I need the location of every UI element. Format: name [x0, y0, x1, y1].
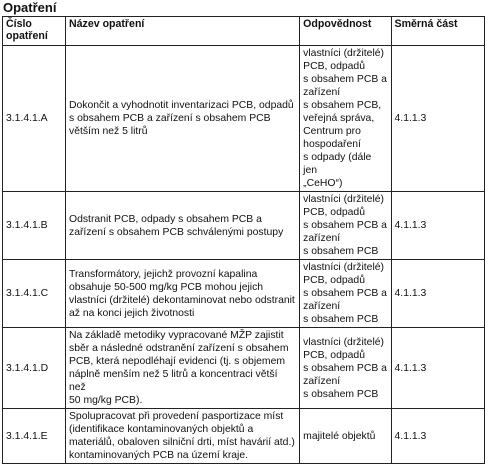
header-target-part: Směrná část: [391, 17, 484, 46]
cell-target-part: 4.1.1.3: [391, 192, 484, 260]
cell-responsibility: vlastníci (držitelé) PCB, odpadů s obsahem PCB a zařízení s obsahem PCB, veřejná správa, Centrum pro hospodaření s odpady (dále jen „CeHO“): [300, 46, 391, 192]
cell-number: 3.1.4.1.E: [3, 409, 66, 464]
cell-target-part: 4.1.1.3: [391, 260, 484, 328]
table-row: [3, 328, 485, 409]
table-row: [3, 46, 485, 192]
cell-number: 3.1.4.1.B: [3, 192, 66, 260]
table-row: [3, 260, 485, 328]
cell-target-part: 4.1.1.3: [391, 328, 484, 409]
cell-target-part: 4.1.1.3: [391, 409, 484, 464]
cell-number: 3.1.4.1.D: [3, 328, 66, 409]
page-title: Opatření: [3, 0, 57, 15]
cell-number: 3.1.4.1.A: [3, 46, 66, 192]
header-number: Číslo opatření: [3, 17, 66, 46]
cell-name: Na základě metodiky vypracované MŽP zajistit sběr a následné odstranění zařízení s obsahem PCB, která nepodléhají evidenci (tj. s objemem náplně menším než 5 litrů a koncentraci větší než 50 mg/kg PCB).: [66, 328, 300, 409]
header-name: Název opatření: [66, 17, 300, 46]
table-row: [3, 192, 485, 260]
header-responsibility: Odpovědnost: [300, 17, 391, 46]
cell-name: Dokončit a vyhodnotit inventarizaci PCB, odpadů s obsahem PCB a zařízení s obsahem PCB větším než 5 litrů: [66, 46, 300, 192]
measures-table: [2, 16, 485, 464]
cell-number: 3.1.4.1.C: [3, 260, 66, 328]
cell-responsibility: vlastníci (držitelé) PCB, odpadů s obsahem PCB a zařízení s obsahem PCB: [300, 192, 391, 260]
cell-responsibility: majitelé objektů: [300, 409, 391, 464]
cell-responsibility: vlastníci (držitelé) PCB, odpadů s obsahem PCB a zařízení s obsahem PCB: [300, 260, 391, 328]
cell-target-part: 4.1.1.3: [391, 46, 484, 192]
cell-name: Odstranit PCB, odpady s obsahem PCB a zařízení s obsahem PCB schválenými postupy: [66, 192, 300, 260]
cell-name: Spolupracovat při provedení pasportizace míst (identifikace kontaminovaných objektů a materiálů, obaloven silniční drti, míst havárií atd.) kontaminovaných PCB na území kraje.: [66, 409, 300, 464]
table-header-row: [3, 17, 485, 46]
table-row: [3, 409, 485, 464]
cell-responsibility: vlastníci (držitelé) PCB, odpadů s obsahem PCB a zařízení s obsahem PCB: [300, 328, 391, 409]
cell-name: Transformátory, jejichž provozní kapalina obsahuje 50-500 mg/kg PCB mohou jejich vlastníci (držitelé) dekontaminovat nebo odstranit až na konci jejich životnosti: [66, 260, 300, 328]
